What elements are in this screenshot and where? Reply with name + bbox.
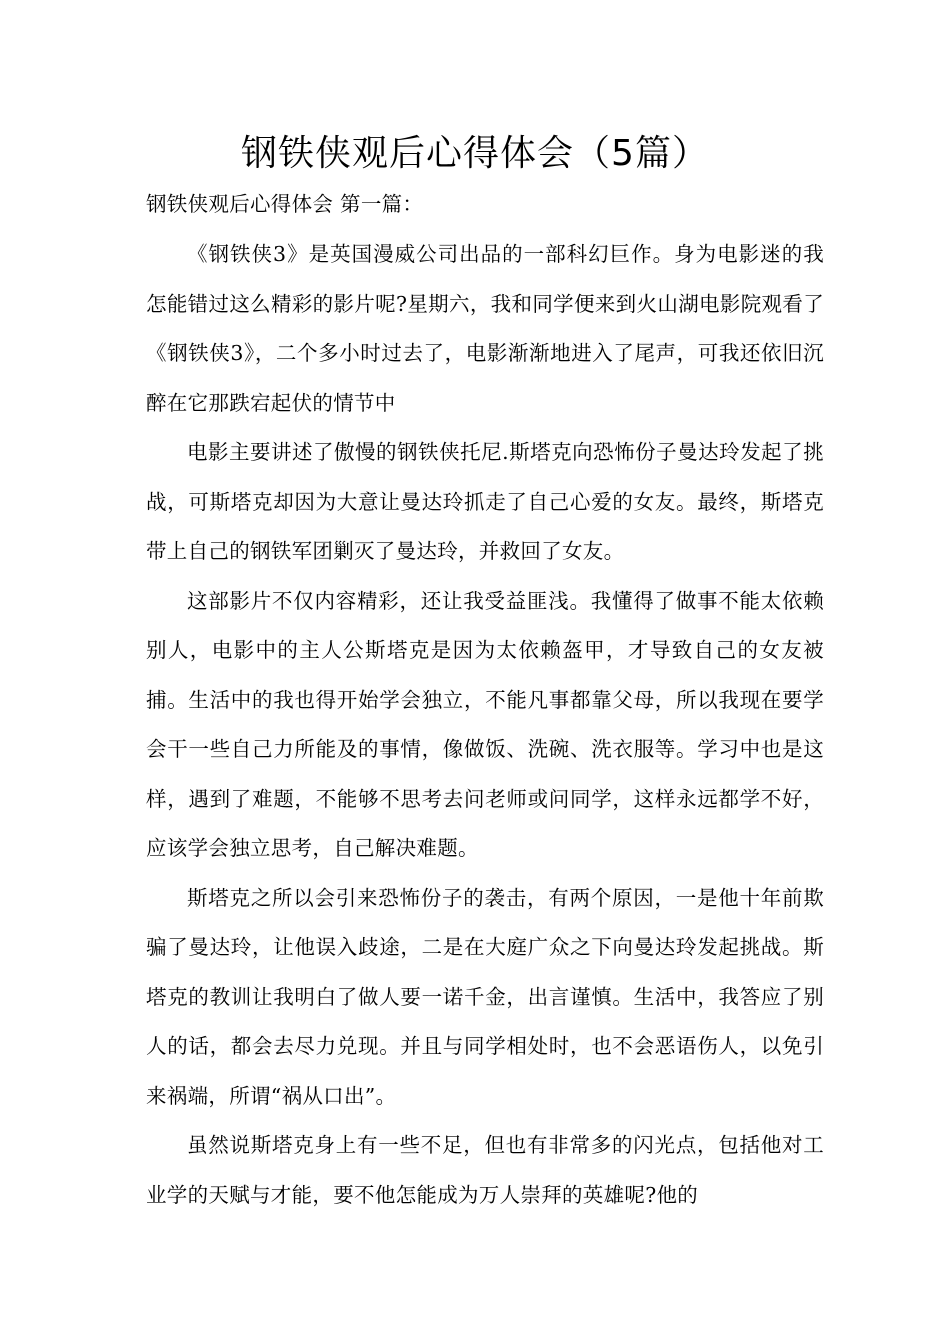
document-title: 钢铁侠观后心得体会（5篇） — [241, 133, 709, 174]
paragraph-1: 《钢铁侠3》是英国漫威公司出品的一部科幻巨作。身为电影迷的我怎能错过这么精彩的影片呢?星期六，我和同学便来到火山湖电影院观看了《钢铁侠3》，二个多小时过去了，电影渐渐地进入了尾声，可我还依旧沉醉在它那跌宕起伏的情节中 — [146, 242, 824, 415]
paragraph-4: 斯塔克之所以会引来恐怖份子的袭击，有两个原因，一是他十年前欺骗了曼达玲，让他误入歧途，二是在大庭广众之下向曼达玲发起挑战。斯塔克的教训让我明白了做人要一诺千金，出言谨慎。生活中，我答应了别人的话，都会去尽力兑现。并且与同学相处时，也不会恶语伤人，以免引来祸端，所谓“祸从口出”。 — [146, 885, 824, 1108]
document-body — [146, 184, 824, 1220]
paragraph-3: 这部影片不仅内容精彩，还让我受益匪浅。我懂得了做事不能太依赖别人，电影中的主人公斯塔克是因为太依赖盔甲，才导致自己的女友被捕。生活中的我也得开始学会独立，不能凡事都靠父母，所以我现在要学会干一些自己力所能及的事情，像做饭、洗碗、洗衣服等。学习中也是这样，遇到了难题，不能够不思考去问老师或问同学，这样永远都学不好，应该学会独立思考，自己解决难题。 — [146, 588, 824, 860]
paragraph-2: 电影主要讲述了傲慢的钢铁侠托尼.斯塔克向恐怖份子曼达玲发起了挑战，可斯塔克却因为大意让曼达玲抓走了自己心爱的女友。最终，斯塔克带上自己的钢铁军团剿灭了曼达玲，并救回了女友。 — [146, 440, 824, 563]
paragraph-5: 虽然说斯塔克身上有一些不足，但也有非常多的闪光点，包括他对工业学的天赋与才能，要不他怎能成为万人崇拜的英雄呢?他的 — [146, 1133, 824, 1207]
section-heading: 钢铁侠观后心得体会 第一篇： — [146, 192, 424, 216]
